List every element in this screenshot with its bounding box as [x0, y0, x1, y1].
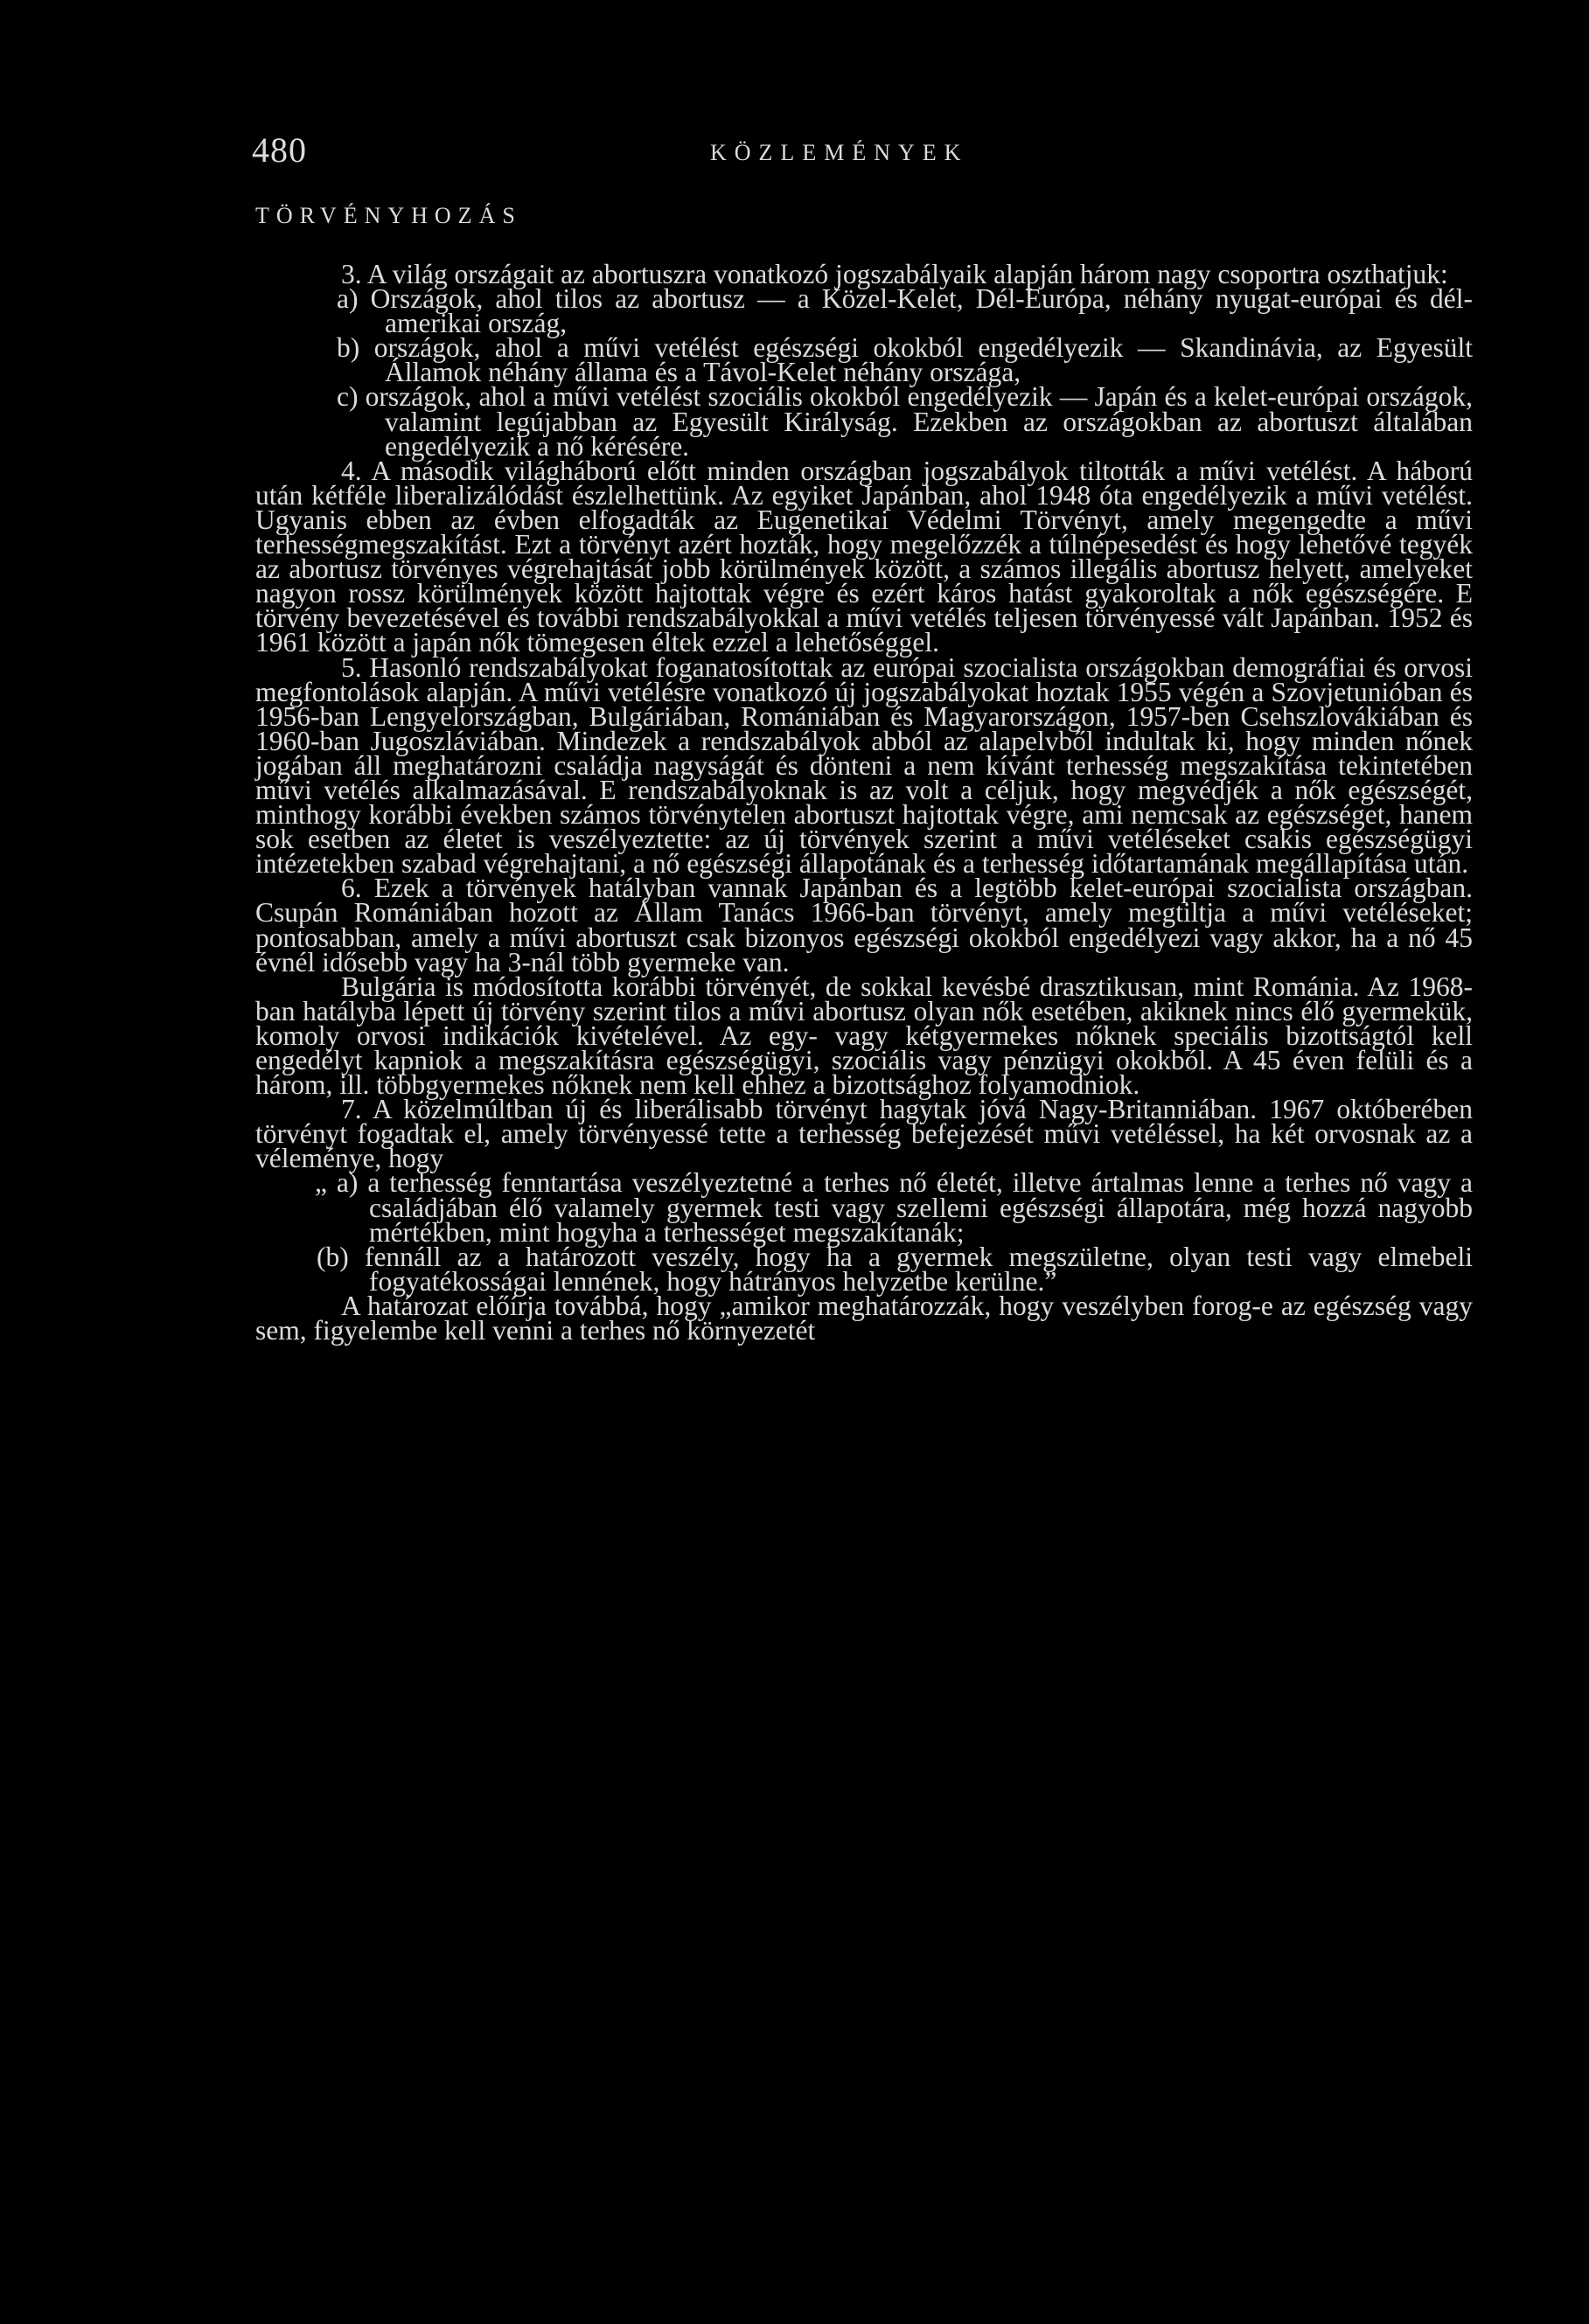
section-heading: TÖRVÉNYHOZÁS — [255, 203, 522, 228]
list-item-b: b) országok, ahol a művi vetélést egészségi okokból engedélyezik — Skandinávia, az Egyesült Államok néhány állama és a Távol-Kelet néhány országa, — [337, 332, 1473, 388]
paragraph-5: 5. Hasonló rendszabályokat foganatosítottak az európai szocialista országokban demográfiai és orvosi megfontolások alapján. A művi vetélésre vonatkozó új jogszabályokat hoztak 1955 végén a Szovjetunióban és 1956-ban Lengyelországban, Bulgáriában, Romániában és Magyarországon, 1957-ben Csehszlovákiában és 1960-ban Jugoszláviában. Mindezek a rendszabályok abból az alapelvből indultak ki, hogy minden nőnek jogában áll meghatározni családja nagyságát és dönteni a nem kívánt terhesség megszakítása tekintetében művi vetélés alkalmazásával. E rendszabályoknak is az volt a céljuk, hogy megvédjék a nők egészségét, minthogy korábbi években számos törvénytelen abortuszt hajtottak végre, ami nemcsak az egészséget, hanem sok esetben az életet is veszélyeztette: az új törvények szerint a művi vetéléseket csakis egészségügyi intézetekben szabad végrehajtani, a nő egészségi állapotának és a terhesség időtartamának megállapítása után. — [255, 651, 1473, 880]
paragraph-7: 7. A közelmúltban új és liberálisabb törvényt hagytak jóvá Nagy-Britanniában. 1967 októberében törvényt fogadtak el, amely törvényessé tette a terhesség befejezését művi vetéléssel, ha két orvosnak az a véleménye, hogy — [255, 1094, 1473, 1174]
page-number: 480 — [252, 130, 307, 170]
quote-item-a: „ a) a terhesség fenntartása veszélyeztetné a terhes nő életét, illetve ártalmas lenne a terhes nő vagy a családjában élő valamely gyermek testi vagy szellemi egészségi állapotára, még hozzá nagyobb mértékben, mint hogyha a terhességet megszakítanák; — [315, 1167, 1473, 1248]
paragraph-4: 4. A második világháború előtt minden országban jogszabályok tiltották a művi vetélést. A háború után kétféle liberalizálódást észlelhettünk. Az egyiket Japánban, ahol 1948 óta engedélyezik a művi vetélést. Ugyanis ebben az évben elfogadták az Eugenetikai Védelmi Törvényt, amely megengedte a művi terhességmegszakítást. Ezt a törvényt azért hozták, hogy megelőzzék a túlnépesedést és hogy lehetővé tegyék az abortusz törvényes végrehajtását jobb körülmények között, a számos illegális abortusz helyett, amelyeket nagyon rossz körülmények között hajtottak végre és ezért káros hatást gyakoroltak a nők egészségére. E törvény bevezetésével és további rendszabályokkal a művi vetélés teljesen törvényessé vált Japánban. 1952 és 1961 között a japán nők tömegesen éltek ezzel a lehetőséggel. — [255, 455, 1473, 658]
paragraph-closing: A határozat előírja továbbá, hogy „amikor meghatározzák, hogy veszélyben forog-e az egészség vagy sem, figyelembe kell venni a terhes nő környezetét — [255, 1290, 1473, 1346]
paragraph-3-intro: 3. A világ országait az abortuszra vonatkozó jogszabályaik alapján három nagy csoportra oszthatjuk: — [341, 259, 1448, 289]
paragraph-bulgaria: Bulgária is módosította korábbi törvényét, de sokkal kevésbé drasztikusan, mint Románia. Az 1968-ban hatályba lépett új törvény szerint tilos a művi abortusz olyan nők esetében, akiknek nincs élő gyermekük, komoly orvosi indikációk kivételével. Az egy- vagy kétgyermekes nőknek speciális bizottságtól kell engedélyt kapniok a megszakításra egészségügyi, szociális vagy pénzügyi okokból. A 45 éven felüli és a három, ill. többgyermekes nőknek nem kell ehhez a bizottsághoz folyamodniok. — [255, 971, 1473, 1101]
running-head: KÖZLEMÉNYEK — [710, 140, 969, 165]
paragraph-6: 6. Ezek a törvények hatályban vannak Japánban és a legtöbb kelet-európai szocialista országban. Csupán Romániában hozott az Állam Tanács 1966-ban törvényt, amely megtiltja a művi vetéléseket; pontosabban, amely a művi abortuszt csak bizonyos egészségi okokból engedélyezi vagy akkor, ha a nő 45 évnél idősebb vagy ha 3-nál több gyermeke van. — [255, 873, 1473, 978]
list-item-a: a) Országok, ahol tilos az abortusz — a Közel-Kelet, Dél-Európa, néhány nyugat-európai és dél-amerikai ország, — [337, 283, 1473, 339]
quote-item-b: (b) fennáll az a határozott veszély, hogy ha a gyermek megszületne, olyan testi vagy elmebeli fogyatékosságai lennének, hogy hátrányos helyzetbe kerülne.” — [317, 1241, 1473, 1297]
list-item-c: c) országok, ahol a művi vetélést szociális okokból engedélyezik — Japán és a kelet-európai országok, valamint legújabban az Egyesült Királyság. Ezekben az országokban az abortuszt általában engedélyezik a nő kérésére. — [337, 381, 1473, 462]
body-text — [255, 259, 1473, 1346]
